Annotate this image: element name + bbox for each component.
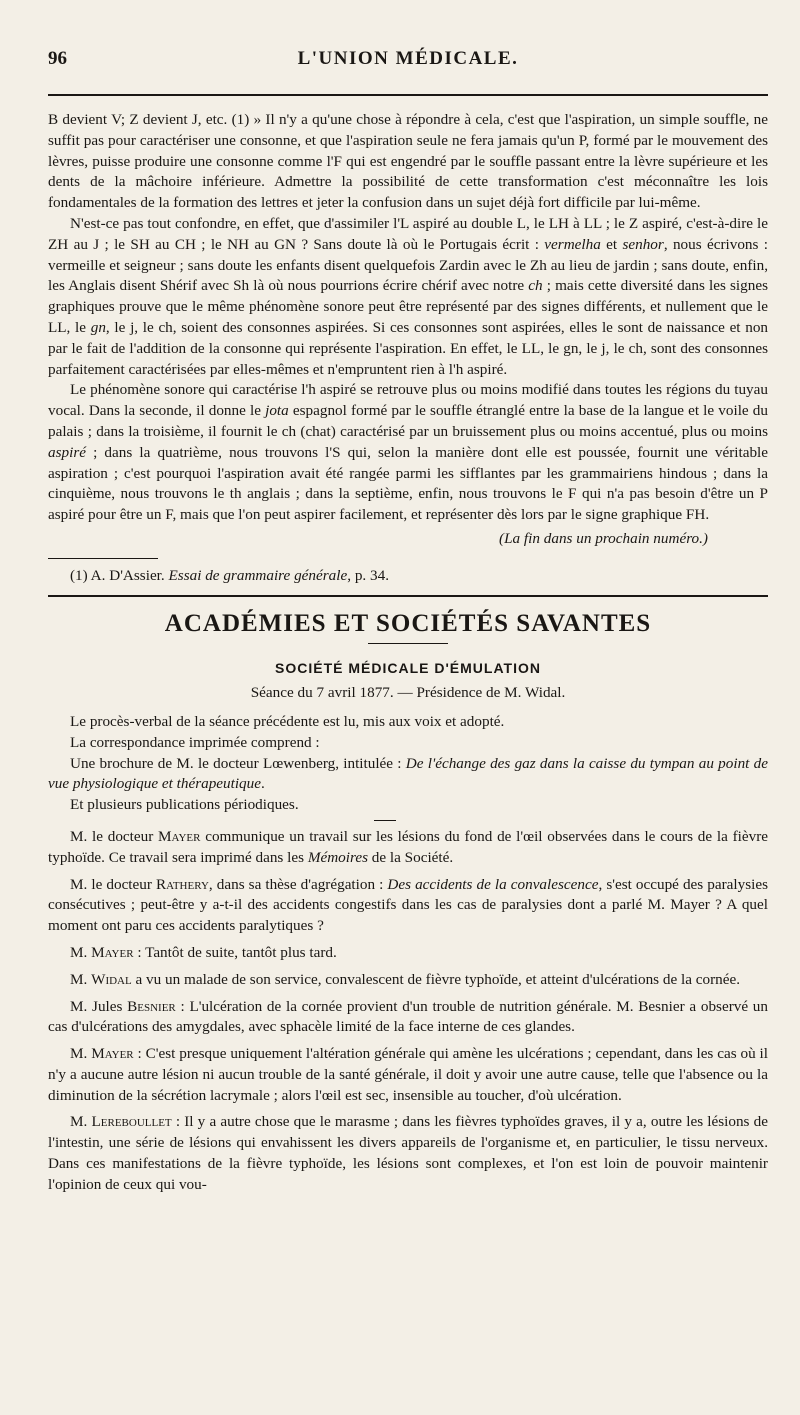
footnote-rule — [48, 558, 158, 559]
society-title: SOCIÉTÉ MÉDICALE D'ÉMULATION — [275, 659, 541, 676]
minutes-item: M. le docteur Mayer communique un travail sur les lésions du fond de l'œil observées dans le cours de la fièvre typhoïde. Ce travail sera imprimé dans les Mémoires de la Société. — [48, 827, 768, 866]
separator-rule — [374, 820, 396, 821]
journal-title: L'UNION MÉDICALE. — [297, 48, 519, 69]
running-head — [48, 48, 768, 96]
minutes-item: M. Jules Besnier : L'ulcération de la cornée provient d'un trouble de nutrition générale. M. Besnier a observé un cas d'ulcérations des amygdales, avec sphacèle limité de la face interne de ces glandes. — [48, 997, 768, 1036]
session-line: Séance du 7 avril 1877. — Présidence de M. Widal. — [250, 683, 566, 701]
minutes-item: M. le docteur Rathery, dans sa thèse d'agrégation : Des accidents de la convalescence, s'est occupé des paralysies consécutives ; peut-être y a-t-il des accidents congestifs dans les cas de paralysies dont a parlé M. Mayer ? A quel moment ont paru ces accidents paralytiques ? — [48, 875, 768, 935]
minutes-item: La correspondance imprimée comprend : — [70, 733, 320, 751]
minutes-item: Le procès-verbal de la séance précédente est lu, mis aux voix et adopté. — [70, 712, 505, 730]
section-title: ACADÉMIES ET SOCIÉTÉS SAVANTES — [164, 609, 652, 637]
minutes-item: M. Lereboullet : Il y a autre chose que le marasme ; dans les fièvres typhoïdes graves, il y a, outre les lésions de l'intestin, une série de lésions qui envahissent les divers appareils de l'organisme et, en particulier, le tissu nerveux. Dans ces manifestations de la fièvre typhoïde, les lésions sont complexes, et l'on est loin de pouvoir maintenir l'opinion de ceux qui vou- — [48, 1113, 768, 1193]
article-paragraph-3: Le phénomène sonore qui caractérise l'h aspiré se retrouve plus ou moins modifié dans toutes les régions du tuyau vocal. Dans la seconde, il donne le jota espagnol formé par le souffle étranglé entre la base de la langue et le voile du palais ; dans la troisième, il fournit le ch (chat) caractérisé par un bruissement plus ou moins accentué, plus ou moins aspiré ; dans la quatrième, nous trouvons l'S qui, selon la manière dont elle est poussée, fournit une véritable aspiration ; c'est pourquoi l'aspiration avait été rangée parmi les sifflantes par les grammairiens hindous ; dans la cinquième, nous trouvons le th anglais ; dans la septième, enfin, nous trouvons le F qui n'a pas besoin d'être un P aspiré pour être un F, mais que l'on peut aspirer facilement, et représenter dès lors par le signe graphique FH. — [48, 381, 768, 524]
minutes-item: M. Mayer : Tantôt de suite, tantôt plus tard. — [70, 943, 337, 961]
section-rule — [48, 595, 768, 597]
article-paragraph-1: B devient V; Z devient J, etc. (1) » Il n'y a qu'une chose à répondre à cela, c'est que l'aspiration, un simple souffle, ne suffit pas pour caractériser une consonne, et que l'aspiration seule ne fera jamais qu'un P, formé par le mouvement des lèvres, puisse produire une consonne comme l'F qui est engendré par le souffle passant entre la lèvre supérieure et les dents de la mâchoire inférieure. Admettre la possibilité de cette transformation c'est méconnaître les lois fondamentales de la formation des lettres et jeter la confusion dans un sujet déjà fort difficile par lui-même. — [48, 111, 768, 212]
minutes-item: Une brochure de M. le docteur Lœwenberg, intitulée : De l'échange des gaz dans la caisse du tympan au point de vue physiologique et thérapeutique. — [48, 754, 768, 793]
continuation-note: (La fin dans un prochain numéro.) — [499, 529, 708, 547]
title-underline — [368, 643, 448, 644]
minutes-item: M. Widal a vu un malade de son service, convalescent de fièvre typhoïde, et atteint d'ulcérations de la cornée. — [70, 970, 741, 988]
minutes-item: Et plusieurs publications périodiques. — [70, 796, 299, 814]
footnote: (1) A. D'Assier. Essai de grammaire générale, p. 34. — [70, 566, 389, 584]
minutes-item: M. Mayer : C'est presque uniquement l'altération générale qui amène les ulcérations ; cependant, dans les cas où il n'y a aucune autre lésion ni aucun trouble de la santé générale, il doit y avoir une autre cause, telle que l'absence ou la diminution de la sécrétion lacrymale ; alors l'œil est sec, insensible au toucher, d'où ulcération. — [48, 1045, 768, 1104]
article-paragraph-2: N'est-ce pas tout confondre, en effet, que d'assimiler l'L aspiré au double L, le LH à LL ; le Z aspiré, c'est-à-dire le ZH au J ; le SH au CH ; le NH au GN ? Sans doute là où le Portugais écrit : vermelha et senhor, nous écrivons : vermeille et seigneur ; sans doute les enfants disent quelquefois Zardin avec le Zh au lieu de jardin ; sans doute, enfin, les Anglais disent Shérif avec Sh là où nous pourrions écrire chérif avec notre ch ; mais cette diversité dans les signes graphiques prouve que le même phénomène sonore peut être représenté par des signes différents, et nullement que le LL, le gn, le j, le ch, soient des consonnes aspirées. Si ces consonnes sont aspirées, elles le sont de naissance et non par le fait de l'addition de la consonne qui représente l'aspiration. En effet, le LL, le gn, le j, le ch, sont des consonnes parfaitement caractérisées par elles-mêmes et n'empruntent rien à l'h aspiré. — [48, 214, 769, 378]
page-number: 96 — [48, 48, 67, 69]
